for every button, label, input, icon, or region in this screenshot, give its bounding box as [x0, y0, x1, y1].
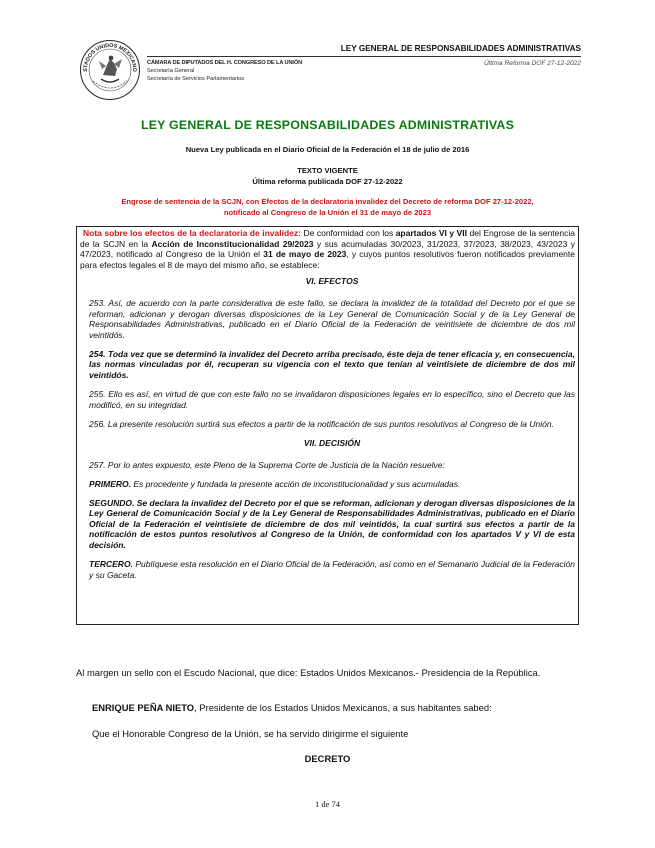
chamber-info: [147, 59, 302, 83]
congreso-paragraph: Que el Honorable Congreso de la Unión, se ha servido dirigirme el siguiente: [92, 728, 409, 739]
paragraph-253: 253. Así, de acuerdo con la parte considerativa de este fallo, se declara la invalidez de la totalidad del Decreto por el que se reforman, adicionan y derogan diversas disposiciones de la Ley General de Comunicación Social y de la Ley General de Responsabilidades Administrativas, publicado en el Diario Oficial de la Federación de veintisiete de diciembre de dos mil veintidós.: [89, 297, 575, 340]
services: Secretaría de Servicios Parlamentarios: [147, 76, 245, 82]
note-intro-a: De conformidad con los: [300, 228, 396, 238]
publication-line: Nueva Ley publicada en el Diario Oficial de la Federación el 18 de julio de 2016: [185, 145, 470, 154]
national-seal-icon: [79, 39, 141, 101]
running-head-title: LEY GENERAL DE RESPONSABILIDADES ADMINISTRATIVAS: [340, 44, 581, 53]
section-vii-heading: VII. DECISIÓN: [303, 437, 361, 448]
resolutivo-segundo: SEGUNDO. Se declara la invalidez del Decreto por el que se reforman, adicionan y derogan diversas disposiciones de la Ley General de Comunicación Social y de la Ley General de Responsabilidades Administrativas, publicado en el Diario Oficial de la Federación el veintisiete de diciembre de dos mil veintidós, la cual surtirá sus efectos a partir de la notificación de estos puntos resolutivos al Congreso de la Unión, de conformidad con los apartados V y VI de esta decisión.: [89, 497, 575, 551]
resolutivo-tercero: [89, 559, 575, 580]
note-intro-f: 31 de mayo de 2023: [263, 249, 347, 260]
ultima-reforma: Última reforma publicada DOF 27-12-2022: [252, 177, 403, 186]
resolutivo-primero: [89, 479, 575, 490]
running-head-reform: Última Reforma DOF 27-12-2022: [484, 60, 581, 67]
president-paragraph: [92, 702, 492, 713]
invalidity-note-box: [76, 226, 579, 625]
paragraph-256: 256. La presente resolución surtirá sus efectos a partir de la notificación de sus puntos resolutivos al Congreso de la Unión.: [89, 418, 554, 429]
note-label: Nota sobre los efectos de la declaratoria de invalidez:: [83, 228, 301, 238]
note-intro-c: del Engrose de la sentencia de la SCJN en la: [80, 228, 575, 249]
tercero-text: Publíquese esta resolución en el Diario Oficial de la Federación, así como en el Semanario Judicial de la Federación y su Gaceta.: [89, 559, 575, 580]
engrose-line-1: Engrose de sentencia de la SCJN, con Efectos de la declaratoria invalidez del Decreto de reforma DOF 27-12-2022,: [121, 197, 534, 206]
decreto-heading: DECRETO: [304, 753, 351, 764]
paragraph-257: 257. Por lo antes expuesto, este Pleno de la Suprema Corte de Justicia de la Nación resuelve:: [89, 459, 445, 470]
tercero-label: TERCERO.: [89, 559, 133, 570]
section-vi-heading: VI. EFECTOS: [305, 276, 359, 287]
note-intro-g: , y cuyos puntos resolutivos fueron notificados previamente para efectos legales el 8 de mayo del mismo año, se establece:: [80, 249, 575, 270]
secretariat: Secretaría General: [147, 68, 195, 74]
president-rest: , Presidente de los Estados Unidos Mexicanos, a sus habitantes sabed:: [194, 702, 492, 713]
svg-text:ESTADOS UNIDOS MEXICANOS: STADOS UNIDOS MEXICANO: [82, 42, 138, 72]
note-intro-e: y sus acumuladas 30/2023, 31/2023, 37/2023, 38/2023, 43/2023 y 47/2023, notificado al Congreso de la Unión el: [80, 238, 575, 260]
page-number: 1 de 74: [314, 799, 341, 809]
paragraph-254: 254. Toda vez que se determinó la invalidez del Decreto arriba precisado, éste deja de tener eficacia y, en consecuencia, las normas vinculadas por él, recuperan su vigencia con el texto que tenían al veintisiete de diciembre de dos mil veintidós.: [89, 348, 575, 381]
president-name: ENRIQUE PEÑA NIETO: [92, 702, 195, 713]
engrose-notice: [0, 196, 655, 218]
note-intro: [80, 228, 575, 270]
note-intro-b: apartados VI y VII: [395, 228, 467, 238]
chamber-name: CÁMARA DE DIPUTADOS DEL H. CONGRESO DE LA UNIÓN: [147, 60, 303, 66]
document-title: LEY GENERAL DE RESPONSABILIDADES ADMINISTRATIVAS: [140, 118, 515, 132]
primero-label: PRIMERO.: [89, 478, 132, 489]
primero-text: Es procedente y fundada la presente acción de inconstitucionalidad y sus acumuladas.: [131, 478, 461, 489]
header-rule: [147, 56, 581, 57]
note-intro-d: Acción de Inconstitucionalidad 29/2023: [151, 238, 314, 249]
paragraph-255: 255. Ello es así, en virtud de que con este fallo no se invalidaron disposiciones legales en lo específico, sino el Decreto que las modificó, en su integridad.: [89, 389, 575, 410]
margin-seal-paragraph: Al margen un sello con el Escudo Nacional, que dice: Estados Unidos Mexicanos.- Presidencia de la República.: [76, 667, 541, 678]
engrose-line-2: notificado al Congreso de la Unión el 31 de mayo de 2023: [223, 208, 432, 217]
texto-vigente: TEXTO VIGENTE: [297, 166, 358, 175]
